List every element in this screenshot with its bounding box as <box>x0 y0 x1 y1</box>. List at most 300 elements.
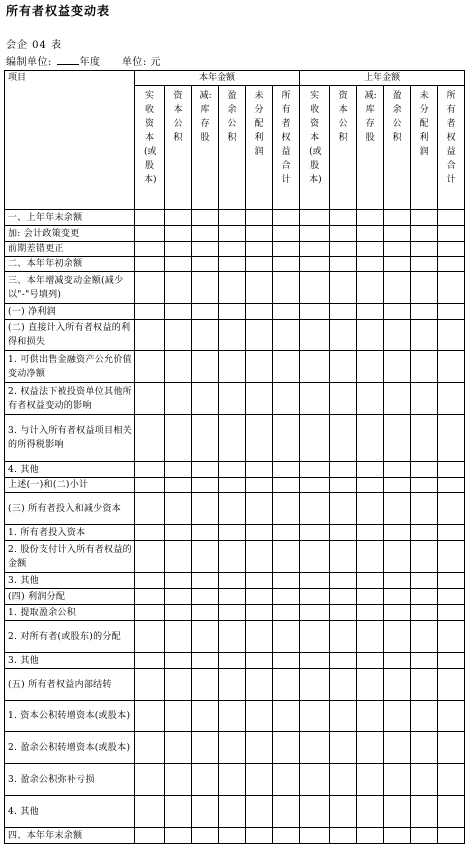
amount-cell[interactable] <box>300 478 330 493</box>
amount-cell[interactable] <box>165 242 192 257</box>
amount-cell[interactable] <box>411 541 438 573</box>
amount-cell[interactable] <box>330 701 357 732</box>
amount-cell[interactable] <box>330 304 357 320</box>
amount-cell[interactable] <box>273 351 300 383</box>
amount-cell[interactable] <box>273 210 300 226</box>
amount-cell[interactable] <box>357 573 384 589</box>
amount-cell[interactable] <box>273 525 300 541</box>
amount-cell[interactable] <box>384 653 411 669</box>
amount-cell[interactable] <box>411 351 438 383</box>
amount-cell[interactable] <box>357 669 384 701</box>
amount-cell[interactable] <box>438 605 465 621</box>
amount-cell[interactable] <box>246 605 273 621</box>
amount-cell[interactable] <box>165 383 192 415</box>
amount-cell[interactable] <box>165 226 192 242</box>
amount-cell[interactable] <box>219 272 246 304</box>
amount-cell[interactable] <box>384 210 411 226</box>
amount-cell[interactable] <box>219 210 246 226</box>
amount-cell[interactable] <box>219 242 246 257</box>
amount-cell[interactable] <box>384 257 411 272</box>
amount-cell[interactable] <box>192 621 219 653</box>
amount-cell[interactable] <box>165 415 192 462</box>
amount-cell[interactable] <box>246 701 273 732</box>
amount-cell[interactable] <box>135 462 165 478</box>
amount-cell[interactable] <box>135 701 165 732</box>
amount-cell[interactable] <box>438 351 465 383</box>
amount-cell[interactable] <box>165 304 192 320</box>
amount-cell[interactable] <box>246 493 273 525</box>
amount-cell[interactable] <box>192 383 219 415</box>
amount-cell[interactable] <box>273 732 300 764</box>
amount-cell[interactable] <box>165 764 192 796</box>
amount-cell[interactable] <box>192 242 219 257</box>
amount-cell[interactable] <box>219 478 246 493</box>
amount-cell[interactable] <box>165 621 192 653</box>
amount-cell[interactable] <box>246 210 273 226</box>
amount-cell[interactable] <box>192 669 219 701</box>
amount-cell[interactable] <box>219 589 246 605</box>
amount-cell[interactable] <box>357 541 384 573</box>
amount-cell[interactable] <box>273 320 300 351</box>
amount-cell[interactable] <box>357 351 384 383</box>
amount-cell[interactable] <box>135 525 165 541</box>
amount-cell[interactable] <box>411 415 438 462</box>
amount-cell[interactable] <box>357 621 384 653</box>
amount-cell[interactable] <box>135 415 165 462</box>
amount-cell[interactable] <box>411 210 438 226</box>
amount-cell[interactable] <box>219 525 246 541</box>
amount-cell[interactable] <box>135 351 165 383</box>
amount-cell[interactable] <box>135 589 165 605</box>
amount-cell[interactable] <box>273 242 300 257</box>
amount-cell[interactable] <box>273 621 300 653</box>
amount-cell[interactable] <box>135 226 165 242</box>
amount-cell[interactable] <box>135 732 165 764</box>
amount-cell[interactable] <box>300 573 330 589</box>
amount-cell[interactable] <box>246 226 273 242</box>
amount-cell[interactable] <box>135 541 165 573</box>
amount-cell[interactable] <box>300 589 330 605</box>
amount-cell[interactable] <box>246 669 273 701</box>
amount-cell[interactable] <box>438 589 465 605</box>
amount-cell[interactable] <box>165 272 192 304</box>
amount-cell[interactable] <box>192 732 219 764</box>
amount-cell[interactable] <box>300 605 330 621</box>
amount-cell[interactable] <box>300 242 330 257</box>
amount-cell[interactable] <box>192 796 219 828</box>
amount-cell[interactable] <box>438 669 465 701</box>
amount-cell[interactable] <box>438 242 465 257</box>
amount-cell[interactable] <box>384 669 411 701</box>
amount-cell[interactable] <box>273 272 300 304</box>
amount-cell[interactable] <box>438 415 465 462</box>
amount-cell[interactable] <box>384 493 411 525</box>
amount-cell[interactable] <box>273 257 300 272</box>
amount-cell[interactable] <box>438 226 465 242</box>
amount-cell[interactable] <box>165 478 192 493</box>
amount-cell[interactable] <box>192 210 219 226</box>
amount-cell[interactable] <box>330 796 357 828</box>
amount-cell[interactable] <box>384 732 411 764</box>
amount-cell[interactable] <box>273 478 300 493</box>
amount-cell[interactable] <box>438 478 465 493</box>
amount-cell[interactable] <box>219 669 246 701</box>
amount-cell[interactable] <box>165 493 192 525</box>
amount-cell[interactable] <box>219 493 246 525</box>
amount-cell[interactable] <box>357 764 384 796</box>
amount-cell[interactable] <box>246 621 273 653</box>
amount-cell[interactable] <box>411 272 438 304</box>
amount-cell[interactable] <box>300 320 330 351</box>
amount-cell[interactable] <box>411 573 438 589</box>
amount-cell[interactable] <box>219 304 246 320</box>
amount-cell[interactable] <box>411 764 438 796</box>
amount-cell[interactable] <box>246 796 273 828</box>
amount-cell[interactable] <box>411 701 438 732</box>
amount-cell[interactable] <box>330 621 357 653</box>
amount-cell[interactable] <box>246 589 273 605</box>
amount-cell[interactable] <box>165 653 192 669</box>
amount-cell[interactable] <box>330 573 357 589</box>
amount-cell[interactable] <box>411 383 438 415</box>
amount-cell[interactable] <box>165 732 192 764</box>
amount-cell[interactable] <box>300 351 330 383</box>
amount-cell[interactable] <box>219 653 246 669</box>
amount-cell[interactable] <box>438 764 465 796</box>
amount-cell[interactable] <box>438 796 465 828</box>
amount-cell[interactable] <box>192 351 219 383</box>
amount-cell[interactable] <box>135 320 165 351</box>
amount-cell[interactable] <box>330 257 357 272</box>
amount-cell[interactable] <box>300 653 330 669</box>
amount-cell[interactable] <box>192 493 219 525</box>
amount-cell[interactable] <box>300 272 330 304</box>
amount-cell[interactable] <box>330 383 357 415</box>
amount-cell[interactable] <box>438 525 465 541</box>
amount-cell[interactable] <box>384 304 411 320</box>
amount-cell[interactable] <box>357 732 384 764</box>
amount-cell[interactable] <box>135 272 165 304</box>
amount-cell[interactable] <box>219 257 246 272</box>
amount-cell[interactable] <box>300 493 330 525</box>
amount-cell[interactable] <box>135 242 165 257</box>
amount-cell[interactable] <box>246 272 273 304</box>
amount-cell[interactable] <box>411 493 438 525</box>
amount-cell[interactable] <box>165 589 192 605</box>
amount-cell[interactable] <box>357 701 384 732</box>
amount-cell[interactable] <box>273 462 300 478</box>
amount-cell[interactable] <box>330 351 357 383</box>
amount-cell[interactable] <box>357 605 384 621</box>
amount-cell[interactable] <box>438 462 465 478</box>
amount-cell[interactable] <box>330 669 357 701</box>
amount-cell[interactable] <box>192 764 219 796</box>
amount-cell[interactable] <box>330 605 357 621</box>
amount-cell[interactable] <box>330 493 357 525</box>
amount-cell[interactable] <box>330 828 357 844</box>
amount-cell[interactable] <box>411 621 438 653</box>
amount-cell[interactable] <box>192 304 219 320</box>
amount-cell[interactable] <box>192 653 219 669</box>
amount-cell[interactable] <box>384 541 411 573</box>
amount-cell[interactable] <box>273 589 300 605</box>
amount-cell[interactable] <box>357 653 384 669</box>
amount-cell[interactable] <box>219 383 246 415</box>
amount-cell[interactable] <box>246 304 273 320</box>
amount-cell[interactable] <box>135 796 165 828</box>
amount-cell[interactable] <box>357 478 384 493</box>
amount-cell[interactable] <box>273 304 300 320</box>
amount-cell[interactable] <box>411 478 438 493</box>
amount-cell[interactable] <box>384 383 411 415</box>
amount-cell[interactable] <box>165 605 192 621</box>
amount-cell[interactable] <box>246 764 273 796</box>
amount-cell[interactable] <box>384 351 411 383</box>
amount-cell[interactable] <box>384 320 411 351</box>
amount-cell[interactable] <box>384 462 411 478</box>
amount-cell[interactable] <box>219 462 246 478</box>
amount-cell[interactable] <box>165 701 192 732</box>
amount-cell[interactable] <box>411 669 438 701</box>
amount-cell[interactable] <box>273 669 300 701</box>
amount-cell[interactable] <box>165 796 192 828</box>
amount-cell[interactable] <box>411 226 438 242</box>
amount-cell[interactable] <box>411 653 438 669</box>
amount-cell[interactable] <box>246 351 273 383</box>
amount-cell[interactable] <box>330 732 357 764</box>
amount-cell[interactable] <box>273 653 300 669</box>
amount-cell[interactable] <box>273 605 300 621</box>
amount-cell[interactable] <box>246 541 273 573</box>
amount-cell[interactable] <box>357 304 384 320</box>
amount-cell[interactable] <box>300 669 330 701</box>
amount-cell[interactable] <box>411 732 438 764</box>
amount-cell[interactable] <box>219 701 246 732</box>
amount-cell[interactable] <box>246 732 273 764</box>
amount-cell[interactable] <box>273 415 300 462</box>
amount-cell[interactable] <box>384 589 411 605</box>
amount-cell[interactable] <box>438 701 465 732</box>
amount-cell[interactable] <box>135 210 165 226</box>
amount-cell[interactable] <box>192 272 219 304</box>
amount-cell[interactable] <box>246 462 273 478</box>
amount-cell[interactable] <box>330 541 357 573</box>
amount-cell[interactable] <box>219 796 246 828</box>
amount-cell[interactable] <box>273 764 300 796</box>
amount-cell[interactable] <box>438 493 465 525</box>
amount-cell[interactable] <box>330 415 357 462</box>
amount-cell[interactable] <box>219 415 246 462</box>
amount-cell[interactable] <box>357 796 384 828</box>
amount-cell[interactable] <box>357 320 384 351</box>
amount-cell[interactable] <box>219 828 246 844</box>
amount-cell[interactable] <box>300 764 330 796</box>
amount-cell[interactable] <box>273 383 300 415</box>
amount-cell[interactable] <box>219 541 246 573</box>
amount-cell[interactable] <box>384 272 411 304</box>
amount-cell[interactable] <box>219 351 246 383</box>
amount-cell[interactable] <box>192 226 219 242</box>
amount-cell[interactable] <box>330 589 357 605</box>
amount-cell[interactable] <box>330 226 357 242</box>
amount-cell[interactable] <box>165 320 192 351</box>
amount-cell[interactable] <box>330 242 357 257</box>
amount-cell[interactable] <box>219 764 246 796</box>
amount-cell[interactable] <box>357 226 384 242</box>
amount-cell[interactable] <box>330 653 357 669</box>
amount-cell[interactable] <box>411 242 438 257</box>
amount-cell[interactable] <box>330 462 357 478</box>
amount-cell[interactable] <box>273 541 300 573</box>
amount-cell[interactable] <box>192 320 219 351</box>
amount-cell[interactable] <box>192 257 219 272</box>
amount-cell[interactable] <box>357 415 384 462</box>
amount-cell[interactable] <box>438 210 465 226</box>
amount-cell[interactable] <box>411 462 438 478</box>
amount-cell[interactable] <box>357 589 384 605</box>
amount-cell[interactable] <box>330 210 357 226</box>
amount-cell[interactable] <box>246 478 273 493</box>
amount-cell[interactable] <box>357 257 384 272</box>
amount-cell[interactable] <box>300 210 330 226</box>
amount-cell[interactable] <box>135 383 165 415</box>
amount-cell[interactable] <box>219 621 246 653</box>
amount-cell[interactable] <box>300 462 330 478</box>
amount-cell[interactable] <box>135 669 165 701</box>
amount-cell[interactable] <box>438 320 465 351</box>
amount-cell[interactable] <box>219 732 246 764</box>
amount-cell[interactable] <box>384 525 411 541</box>
amount-cell[interactable] <box>411 525 438 541</box>
amount-cell[interactable] <box>300 796 330 828</box>
amount-cell[interactable] <box>246 525 273 541</box>
amount-cell[interactable] <box>384 415 411 462</box>
amount-cell[interactable] <box>438 573 465 589</box>
amount-cell[interactable] <box>219 226 246 242</box>
amount-cell[interactable] <box>135 493 165 525</box>
amount-cell[interactable] <box>135 621 165 653</box>
amount-cell[interactable] <box>165 462 192 478</box>
amount-cell[interactable] <box>357 383 384 415</box>
amount-cell[interactable] <box>273 493 300 525</box>
amount-cell[interactable] <box>300 621 330 653</box>
amount-cell[interactable] <box>357 525 384 541</box>
amount-cell[interactable] <box>273 573 300 589</box>
amount-cell[interactable] <box>357 828 384 844</box>
amount-cell[interactable] <box>300 732 330 764</box>
amount-cell[interactable] <box>165 669 192 701</box>
amount-cell[interactable] <box>411 796 438 828</box>
amount-cell[interactable] <box>246 828 273 844</box>
amount-cell[interactable] <box>165 257 192 272</box>
amount-cell[interactable] <box>165 351 192 383</box>
amount-cell[interactable] <box>330 478 357 493</box>
amount-cell[interactable] <box>192 828 219 844</box>
amount-cell[interactable] <box>246 257 273 272</box>
amount-cell[interactable] <box>384 226 411 242</box>
amount-cell[interactable] <box>246 653 273 669</box>
amount-cell[interactable] <box>300 828 330 844</box>
amount-cell[interactable] <box>438 541 465 573</box>
amount-cell[interactable] <box>219 605 246 621</box>
amount-cell[interactable] <box>357 272 384 304</box>
year-blank[interactable] <box>57 55 79 65</box>
amount-cell[interactable] <box>300 541 330 573</box>
amount-cell[interactable] <box>192 589 219 605</box>
amount-cell[interactable] <box>192 525 219 541</box>
amount-cell[interactable] <box>300 226 330 242</box>
amount-cell[interactable] <box>411 589 438 605</box>
amount-cell[interactable] <box>384 605 411 621</box>
amount-cell[interactable] <box>438 732 465 764</box>
amount-cell[interactable] <box>357 493 384 525</box>
amount-cell[interactable] <box>438 653 465 669</box>
amount-cell[interactable] <box>135 573 165 589</box>
amount-cell[interactable] <box>273 796 300 828</box>
amount-cell[interactable] <box>273 828 300 844</box>
amount-cell[interactable] <box>300 525 330 541</box>
amount-cell[interactable] <box>411 605 438 621</box>
amount-cell[interactable] <box>330 272 357 304</box>
amount-cell[interactable] <box>219 320 246 351</box>
amount-cell[interactable] <box>411 828 438 844</box>
amount-cell[interactable] <box>192 541 219 573</box>
amount-cell[interactable] <box>135 653 165 669</box>
amount-cell[interactable] <box>246 573 273 589</box>
amount-cell[interactable] <box>135 764 165 796</box>
amount-cell[interactable] <box>273 226 300 242</box>
amount-cell[interactable] <box>135 257 165 272</box>
amount-cell[interactable] <box>438 304 465 320</box>
amount-cell[interactable] <box>357 210 384 226</box>
amount-cell[interactable] <box>411 257 438 272</box>
amount-cell[interactable] <box>384 828 411 844</box>
amount-cell[interactable] <box>192 605 219 621</box>
amount-cell[interactable] <box>438 272 465 304</box>
amount-cell[interactable] <box>384 796 411 828</box>
amount-cell[interactable] <box>135 478 165 493</box>
amount-cell[interactable] <box>219 573 246 589</box>
amount-cell[interactable] <box>300 415 330 462</box>
amount-cell[interactable] <box>384 478 411 493</box>
amount-cell[interactable] <box>438 621 465 653</box>
amount-cell[interactable] <box>165 541 192 573</box>
amount-cell[interactable] <box>192 573 219 589</box>
amount-cell[interactable] <box>246 383 273 415</box>
amount-cell[interactable] <box>135 828 165 844</box>
amount-cell[interactable] <box>330 525 357 541</box>
amount-cell[interactable] <box>384 701 411 732</box>
amount-cell[interactable] <box>411 304 438 320</box>
amount-cell[interactable] <box>246 242 273 257</box>
amount-cell[interactable] <box>357 462 384 478</box>
amount-cell[interactable] <box>384 764 411 796</box>
amount-cell[interactable] <box>192 462 219 478</box>
amount-cell[interactable] <box>330 320 357 351</box>
amount-cell[interactable] <box>300 701 330 732</box>
amount-cell[interactable] <box>273 701 300 732</box>
amount-cell[interactable] <box>165 573 192 589</box>
amount-cell[interactable] <box>384 621 411 653</box>
amount-cell[interactable] <box>438 257 465 272</box>
amount-cell[interactable] <box>192 701 219 732</box>
amount-cell[interactable] <box>438 828 465 844</box>
amount-cell[interactable] <box>357 242 384 257</box>
amount-cell[interactable] <box>165 525 192 541</box>
amount-cell[interactable] <box>192 415 219 462</box>
amount-cell[interactable] <box>411 320 438 351</box>
amount-cell[interactable] <box>300 257 330 272</box>
